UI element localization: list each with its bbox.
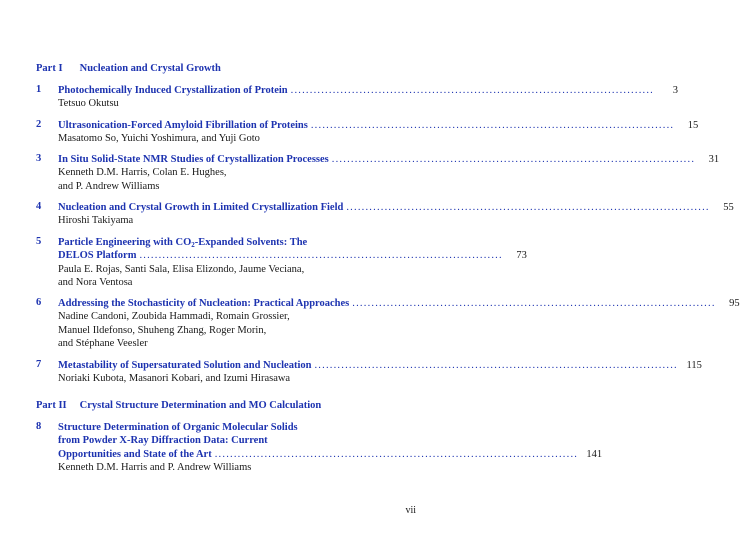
chapter-entry[interactable]: [36, 297, 740, 351]
chapter-authors: and Nora Ventosa: [58, 277, 133, 289]
chapter-authors: Noriaki Kubota, Masanori Kobari, and Izumi Hirasawa: [58, 373, 291, 385]
chapter-title: -Expanded Solvents: The: [194, 237, 308, 248]
chapter-entry[interactable]: [36, 119, 699, 146]
chapter-title-line[interactable]: [58, 84, 678, 97]
chapter-authors: Kenneth D.M. Harris and P. Andrew Williams: [58, 462, 252, 474]
chapter-entry[interactable]: [36, 201, 734, 228]
chapter-authors: Manuel Ildefonso, Shuheng Zhang, Roger Morin,: [58, 324, 267, 336]
chapter-authors: Hiroshi Takiyama: [58, 215, 134, 227]
part-number: Part II: [36, 400, 67, 411]
chapter-entry[interactable]: [36, 84, 678, 111]
chapter-title: Particle Engineering with CO: [58, 237, 192, 248]
chapter-number: 4: [36, 201, 42, 212]
chapter-title: In Situ Solid-State NMR Studies of Crystallization Processes: [58, 154, 329, 165]
page-number: 73: [516, 250, 527, 262]
chapter-title: Photochemically Induced Crystallization of Protein: [58, 85, 288, 96]
chapter-authors: and Stéphane Veesler: [58, 338, 148, 350]
chapter-entry[interactable]: [36, 153, 720, 193]
part-heading: [36, 400, 416, 411]
chapter-title-line[interactable]: [58, 359, 702, 372]
page-number: 141: [586, 448, 603, 460]
chapter-entry[interactable]: [36, 236, 527, 290]
chapter-authors: and P. Andrew Williams: [58, 180, 160, 192]
chapter-number: 3: [36, 153, 42, 164]
chapter-authors: Tetsuo Okutsu: [58, 98, 119, 110]
chapter-number: 6: [36, 297, 42, 308]
page-number: 31: [708, 154, 720, 165]
part-title: Crystal Structure Determination and MO Calculation: [79, 400, 322, 411]
dot-leader: ...............................................................................................: [214, 448, 579, 460]
chapter-title-line[interactable]: [58, 236, 416, 249]
part-title: Nucleation and Crystal Growth: [79, 63, 221, 74]
chapter-title: Addressing the Stochasticity of Nucleation: Practical Approaches: [58, 298, 350, 309]
chapter-authors: Nadine Candoni, Zoubida Hammadi, Romain Grossier,: [58, 311, 290, 323]
chapter-number: 2: [36, 119, 42, 130]
chapter-number: 8: [36, 421, 42, 432]
chapter-title-line[interactable]: [58, 297, 740, 310]
part-heading: [36, 63, 416, 74]
part-number: Part I: [36, 63, 63, 74]
chapter-number: 7: [36, 359, 42, 370]
chapter-title-line[interactable]: [58, 201, 734, 214]
chapter-title-line[interactable]: [58, 119, 699, 132]
chapter-title: DELOS Platform: [58, 250, 137, 262]
subscript: 2: [191, 241, 195, 249]
chapter-title-line[interactable]: [58, 153, 720, 166]
chapter-authors: Kenneth D.M. Harris, Colan E. Hughes,: [58, 167, 227, 179]
dot-leader: ...............................................................................................: [310, 120, 675, 131]
dot-leader: ...............................................................................................: [139, 250, 503, 262]
page-number: 3: [672, 85, 678, 96]
chapter-entry[interactable]: [36, 359, 702, 386]
page-number: 55: [723, 202, 734, 213]
page-number: 95: [729, 298, 740, 309]
chapter-title: Nucleation and Crystal Growth in Limited Crystallization Field: [58, 202, 344, 213]
dot-leader: ...............................................................................................: [290, 85, 654, 96]
chapter-title: Opportunities and State of the Art: [58, 448, 212, 460]
chapter-authors: Paula E. Rojas, Santi Sala, Elisa Elizondo, Jaume Veciana,: [58, 263, 305, 275]
page-number: 115: [686, 360, 702, 371]
chapter-number: 5: [36, 236, 42, 247]
chapter-number: 1: [36, 84, 42, 95]
page-number: 15: [687, 120, 699, 131]
chapter-title-line[interactable]: from Powder X-Ray Diffraction Data: Current: [58, 435, 268, 447]
chapter-authors: Masatomo So, Yuichi Yoshimura, and Yuji Goto: [58, 133, 260, 145]
folio-page-number: vii: [405, 505, 416, 516]
chapter-title-line[interactable]: [58, 249, 527, 262]
dot-leader: ...............................................................................................: [314, 360, 678, 371]
chapter-title: Ultrasonication-Forced Amyloid Fibrillation of Proteins: [58, 120, 308, 131]
chapter-title-line[interactable]: [58, 448, 603, 461]
chapter-title: Metastability of Supersaturated Solution and Nucleation: [58, 360, 312, 371]
chapter-title-line[interactable]: Structure Determination of Organic Molecular Solids: [58, 422, 298, 433]
dot-leader: ...............................................................................................: [352, 298, 716, 309]
dot-leader: ...............................................................................................: [346, 202, 710, 213]
chapter-entry[interactable]: [36, 421, 603, 475]
dot-leader: ...............................................................................................: [331, 154, 696, 165]
